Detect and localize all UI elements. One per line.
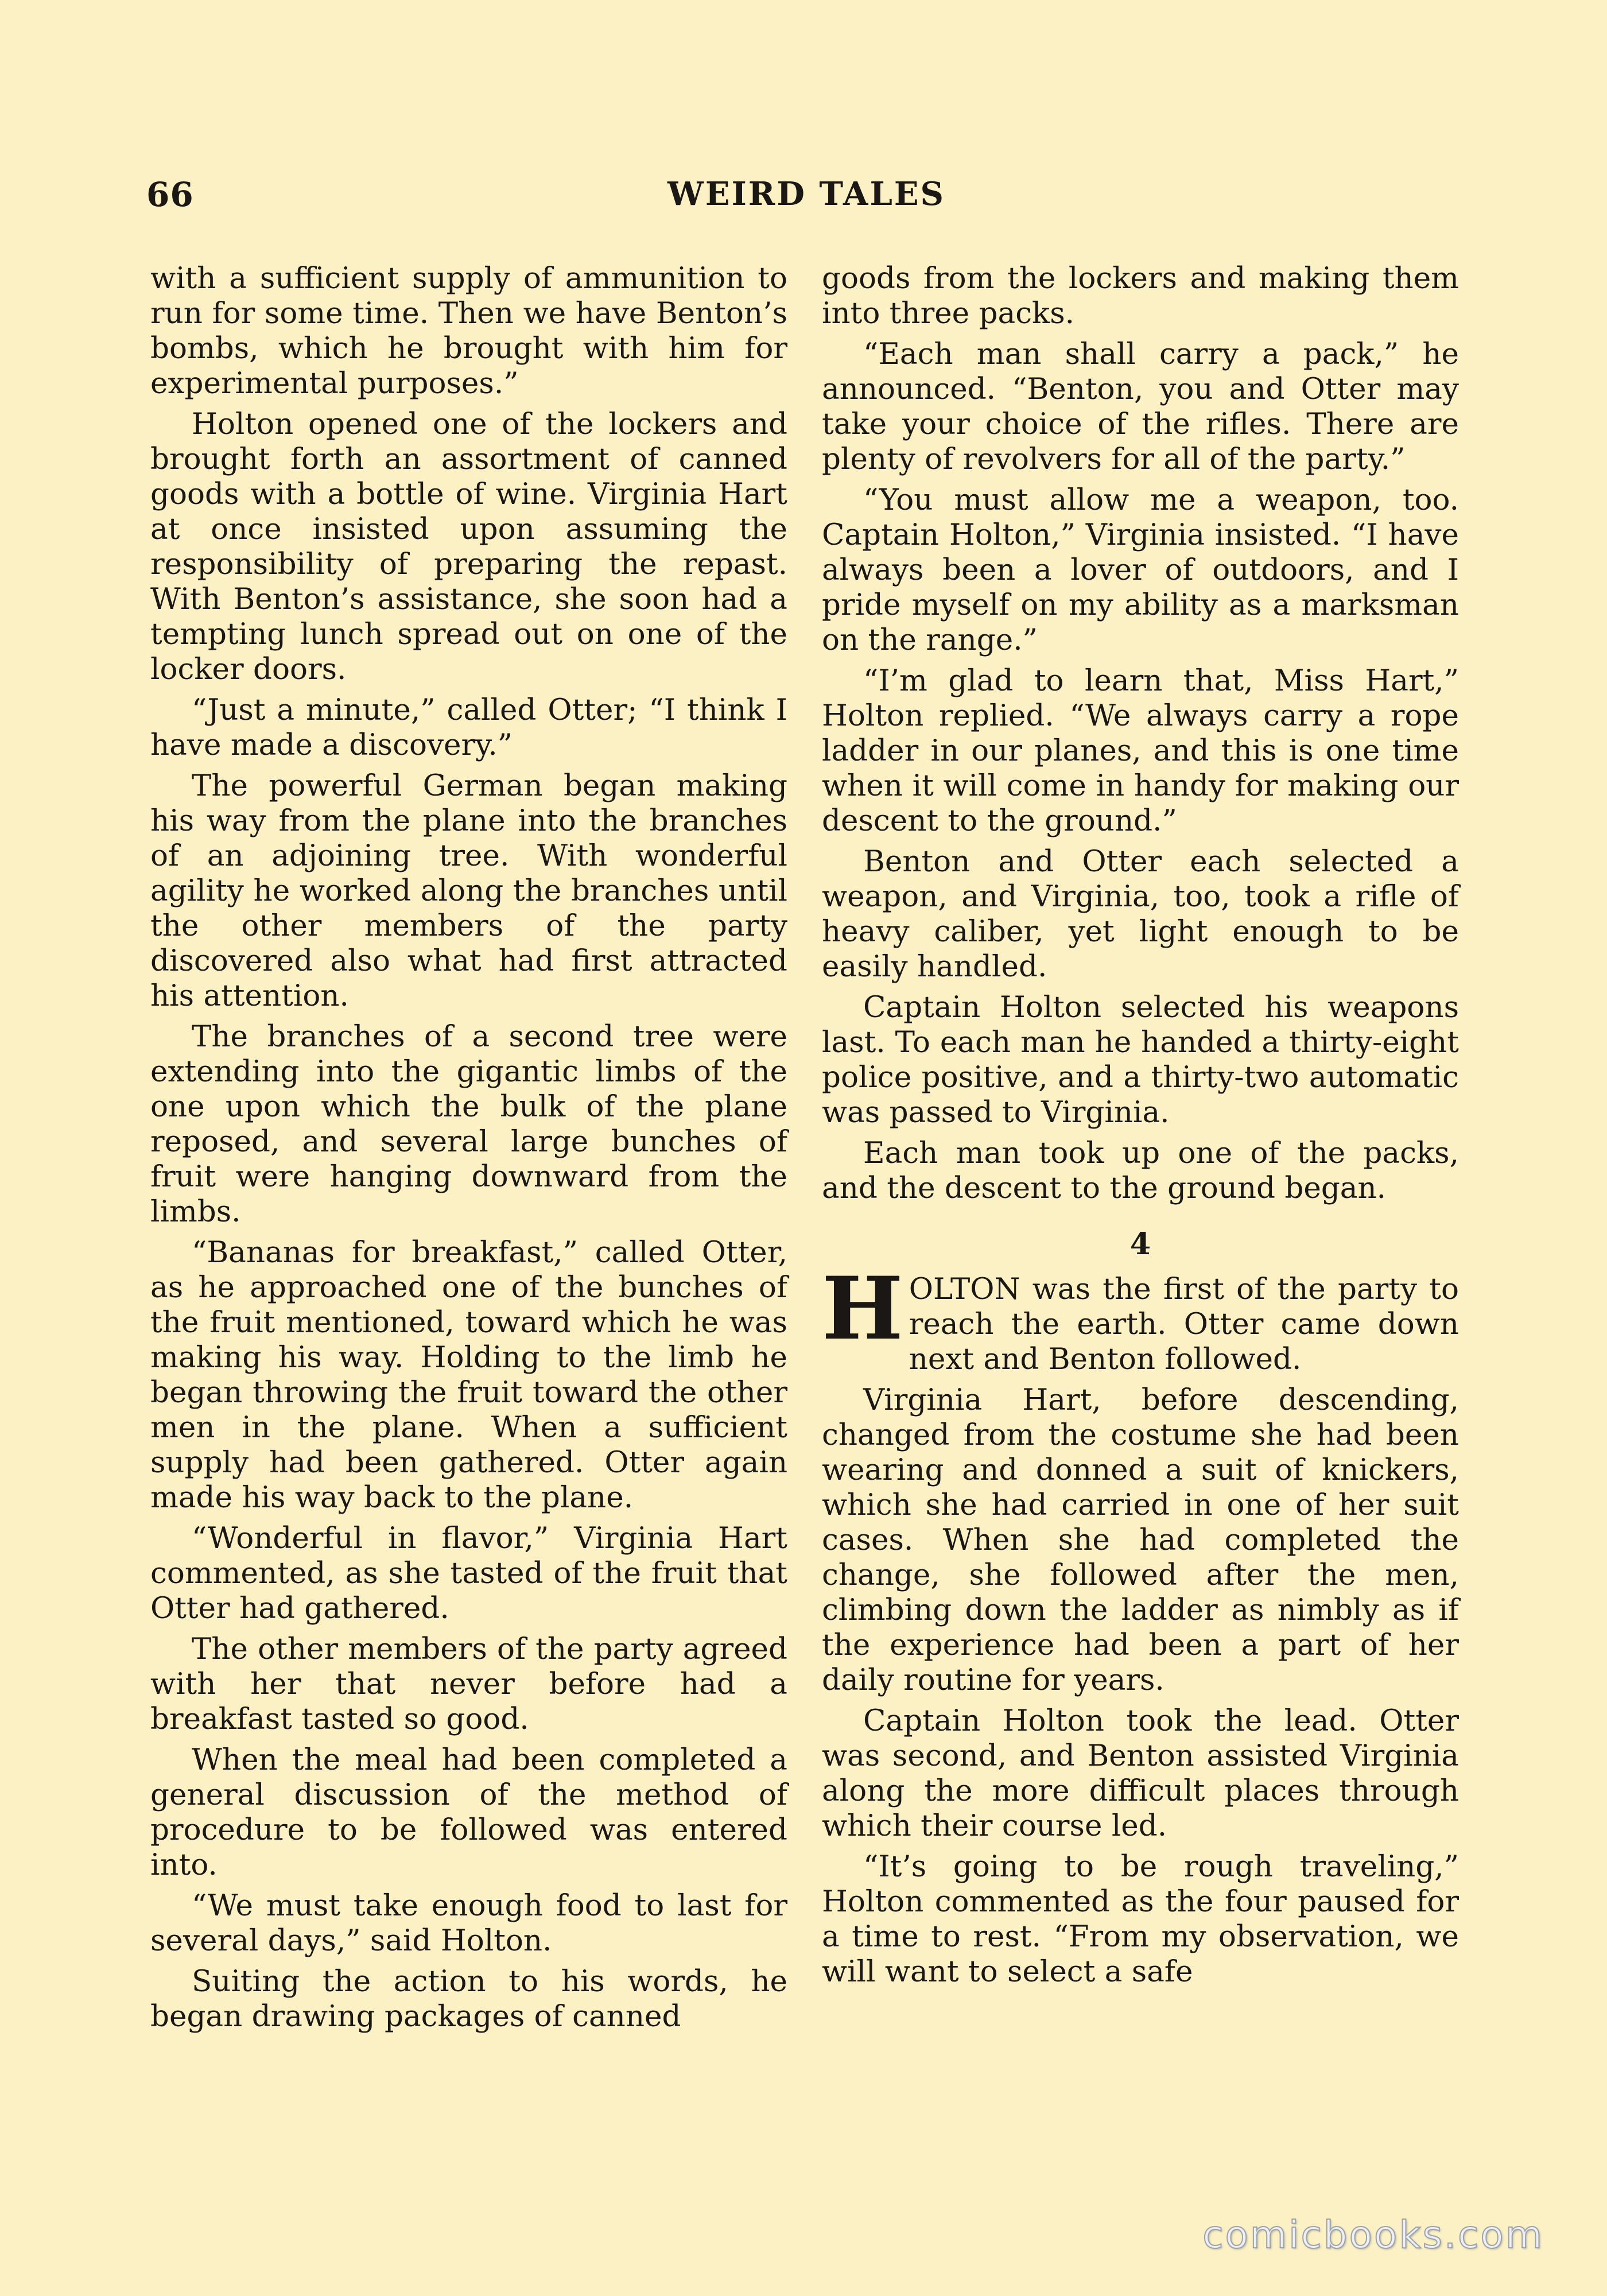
- drop-cap: H: [822, 1258, 903, 1359]
- paragraph: “Just a minute,” called Otter; “I think I have made a discovery.”: [150, 693, 787, 762]
- site-watermark: comicbooks.com: [1202, 2213, 1544, 2257]
- paragraph: “Bananas for breakfast,” called Otter, as he approached one of the bunches of the fruit mentioned, toward which he was making his way. Holding to the limb he began throwing the fruit toward the other men in the plane. When a sufficient supply had been gathered. Otter again made his way back to the plane.: [150, 1235, 787, 1515]
- paragraph: “You must allow me a weapon, too. Captain Holton,” Virginia insisted. “I have always been a lover of outdoors, and I pride myself on my ability as a marksman on the range.”: [822, 483, 1459, 657]
- paragraph: with a sufficient supply of ammunition to run for some time. Then we have Benton’s bombs, which he brought with him for experimental purposes.”: [150, 261, 787, 401]
- paragraph: Virginia Hart, before descending, changed from the costume she had been wearing and donned a suit of knickers, which she had carried in one of her suit cases. When she had completed the change, she followed after the men, climbing down the ladder as nimbly as if the experience had been a part of her daily routine for years.: [822, 1383, 1459, 1697]
- paragraph: Suiting the action to his words, he began drawing packages of canned: [150, 1964, 787, 2034]
- paragraph: When the meal had been completed a general discussion of the method of procedure to be followed was entered into.: [150, 1743, 787, 1882]
- paragraph: Captain Holton selected his weapons last. To each man he handed a thirty-eight police positive, and a thirty-two automatic was passed to Virginia.: [822, 990, 1459, 1130]
- page-number: 66: [146, 175, 194, 214]
- left-column: [150, 261, 787, 2040]
- paragraph: “It’s going to be rough traveling,” Holton commented as the four paused for a time to rest. “From my observation, we will want to select a safe: [822, 1849, 1459, 1989]
- paragraph: The branches of a second tree were extending into the gigantic limbs of the one upon which the bulk of the plane reposed, and several large bunches of fruit were hanging downward from the limbs.: [150, 1019, 787, 1229]
- dropcap-paragraph-text: OLTON was the first of the party to reach the earth. Otter came down next and Benton followed.: [909, 1272, 1459, 1376]
- paragraph: The other members of the party agreed with her that never before had a breakfast tasted so good.: [150, 1632, 787, 1736]
- paragraph: “We must take enough food to last for several days,” said Holton.: [150, 1888, 787, 1958]
- paragraph: Holton opened one of the lockers and brought forth an assortment of canned goods with a bottle of wine. Virginia Hart at once insisted upon assuming the responsibility of preparing the repast. With Benton’s assistance, she soon had a tempting lunch spread out on one of the locker doors.: [150, 407, 787, 687]
- paragraph: Captain Holton took the lead. Otter was second, and Benton assisted Virginia along the more difficult places through which their course led.: [822, 1704, 1459, 1843]
- dropcap-paragraph: [822, 1258, 1459, 1377]
- right-column: [822, 261, 1459, 1995]
- paragraph: Each man took up one of the packs, and the descent to the ground began.: [822, 1136, 1459, 1205]
- paragraph: “Each man shall carry a pack,” he announced. “Benton, you and Otter may take your choice of the rifles. There are plenty of revolvers for all of the party.”: [822, 337, 1459, 476]
- paragraph: “I’m glad to learn that, Miss Hart,” Holton replied. “We always carry a rope ladder in our planes, and this is one time when it will come in handy for making our descent to the ground.”: [822, 664, 1459, 838]
- page-header: [141, 175, 1472, 221]
- paragraph: “Wonderful in flavor,” Virginia Hart commented, as she tasted of the fruit that Otter had gathered.: [150, 1521, 787, 1626]
- paragraph: The powerful German began making his way from the plane into the branches of an adjoining tree. With wonderful agility he worked along the branches until the other members of the party discovered also what had first attracted his attention.: [150, 769, 787, 1013]
- paragraph: goods from the lockers and making them into three packs.: [822, 261, 1459, 331]
- paragraph: Benton and Otter each selected a weapon, and Virginia, too, took a rifle of heavy caliber, yet light enough to be easily handled.: [822, 844, 1459, 984]
- running-title: WEIRD TALES: [667, 175, 945, 213]
- section-number: 4: [1129, 1227, 1151, 1262]
